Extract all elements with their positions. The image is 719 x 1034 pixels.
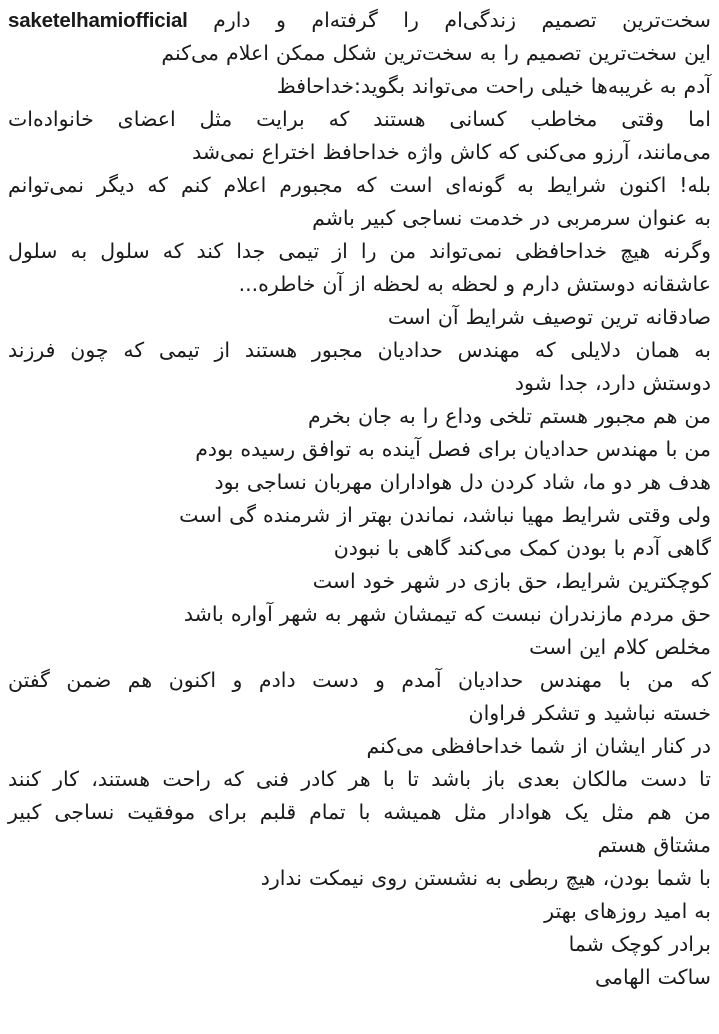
post-line (8, 862, 711, 895)
post-line (8, 334, 711, 367)
post-line-text: به امید روزهای بهتر (544, 899, 711, 923)
post-line (8, 400, 711, 433)
post-line-text: در کنار ایشان از شما خداحافظی می‌کنم (366, 734, 711, 758)
post-line-text: به عنوان سرمربی در خدمت نساجی کبیر باشم (312, 206, 711, 230)
post-line (8, 928, 711, 961)
post-line-text: خسته نباشید و تشکر فراوان (468, 701, 711, 725)
post-line (8, 532, 711, 565)
post-line-text: من با مهندس حدادیان برای فصل آینده به توافق رسیده بودم (195, 437, 711, 461)
post-line (8, 796, 711, 829)
post-line (8, 70, 711, 103)
post-line (8, 565, 711, 598)
post-line-text: اما وقتی مخاطب کسانی هستند که برایت مثل اعضای خانواده‌ات (8, 107, 711, 131)
post-line (8, 499, 711, 532)
post-line-text: ساکت الهامی (594, 965, 711, 989)
post-line-text: مخلص کلام این است (529, 635, 711, 659)
post-line-text: این سخت‌ترین تصمیم را به سخت‌ترین شکل ممکن اعلام می‌کنم (161, 41, 711, 65)
post-line (8, 697, 711, 730)
post-line (8, 664, 711, 697)
post-line (8, 268, 711, 301)
post-line (8, 730, 711, 763)
post-line-text: برادر کوچک شما (568, 932, 711, 956)
post-line-text: مشتاق هستم (597, 833, 711, 857)
post-line-text: با شما بودن، هیچ ربطی به نشستن روی نیمکت ندارد (260, 866, 711, 890)
post-line (8, 169, 711, 202)
post-line (8, 136, 711, 169)
post-line (8, 4, 711, 37)
post-line-text: صادقانه ترین توصیف شرایط آن است (387, 305, 711, 329)
post-line (8, 631, 711, 664)
post-line-text: که من با مهندس حدادیان آمدم و دست دادم و اکنون هم ضمن گفتن (8, 668, 711, 692)
post-line (8, 961, 711, 994)
post-line (8, 37, 711, 70)
post-line-text: من هم مثل یک هوادار مثل همیشه با تمام قلبم برای موفقیت نساجی کبیر (8, 800, 711, 824)
post-line-text: به همان دلایلی که مهندس حدادیان مجبور هستند از تیمی که چون فرزند (8, 338, 711, 362)
post-line-text: وگرنه هیچ خداحافظی نمی‌تواند من را از تیمی جدا کند که سلول به سلول (8, 239, 712, 263)
post-line-text: دوستش دارد، جدا شود (514, 371, 711, 395)
post-line-text: ولی وقتی شرایط مهیا نباشد، نماندن بهتر از شرمنده گی است (179, 503, 711, 527)
post-line-text: آدم به غریبه‌ها خیلی راحت می‌تواند بگوید:خداحافظ (276, 74, 711, 98)
post-line (8, 103, 711, 136)
post-line (8, 202, 711, 235)
post-line-text: حق مردم مازندران نبست که تیمشان شهر به شهر آواره باشد (183, 602, 711, 626)
post-line-text: من هم مجبور هستم تلخی وداع را به جان بخرم (308, 404, 711, 428)
post-line-text: عاشقانه دوستش دارم و لحظه به لحظه از آن خاطره... (238, 272, 711, 296)
post-line-text: سخت‌ترین تصمیم زندگی‌ام را گرفته‌ام و دارم (187, 8, 711, 32)
post-line-text: هدف هر دو ما، شاد کردن دل هواداران مهربان نساجی بود (214, 470, 711, 494)
post-line (8, 466, 711, 499)
post-line-text: می‌مانند، آرزو می‌کنی که کاش واژه خداحافظ اختراع نمی‌شد (192, 140, 711, 164)
author-handle[interactable]: saketelhamiofficial (8, 9, 188, 32)
post-line-text: کوچکترین شرایط، حق بازی در شهر خود است (312, 569, 711, 593)
post-line-text: گاهی آدم با بودن کمک می‌کند گاهی با نبودن (333, 536, 711, 560)
post-line (8, 367, 711, 400)
post-line (8, 235, 711, 268)
post-line (8, 598, 711, 631)
post-line-text: تا دست مالکان بعدی باز باشد تا با هر کادر فنی که راحت هستند، کار کنند (8, 767, 711, 791)
post-line (8, 895, 711, 928)
post-line (8, 301, 711, 334)
post-line (8, 433, 711, 466)
post-line (8, 763, 711, 796)
post-line-text: بله! اکنون شرایط به گونه‌ای است که مجبورم اعلام کنم که دیگر نمی‌توانم (8, 173, 711, 197)
post-line (8, 829, 711, 862)
